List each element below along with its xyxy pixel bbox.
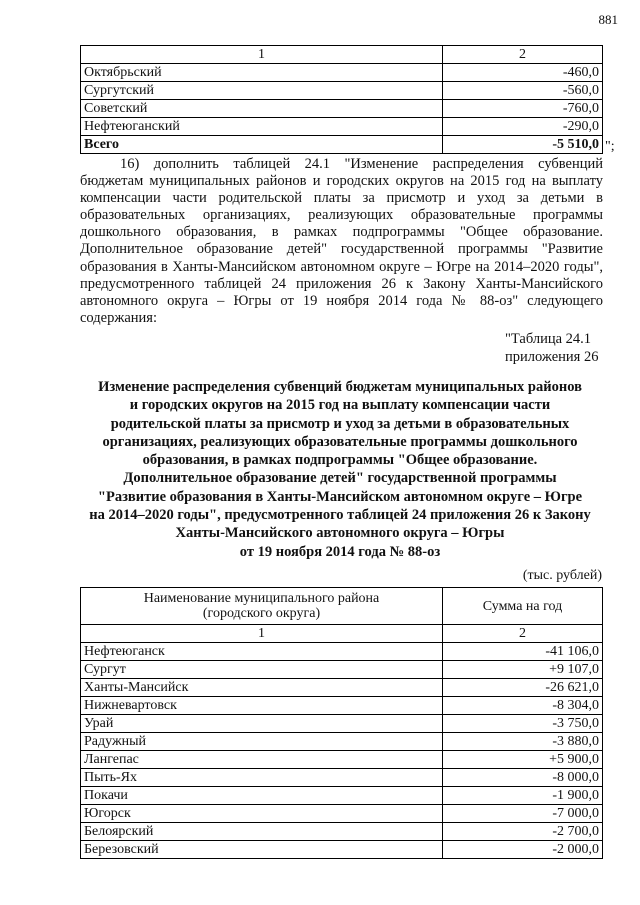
title-line: от 19 ноября 2014 года № 88-оз xyxy=(239,543,441,560)
municipality-name: Нефтеюганск xyxy=(81,643,443,661)
municipality-name: Урай xyxy=(81,715,443,733)
amount-value: -8 000,0 xyxy=(443,769,603,787)
total-label: Всего xyxy=(81,136,443,154)
table-row xyxy=(81,733,603,751)
amount-value: -3 880,0 xyxy=(443,733,603,751)
amount-value: -41 106,0 xyxy=(443,643,603,661)
municipality-name: Пыть-Ях xyxy=(81,769,443,787)
district-name: Нефтеюганский xyxy=(81,118,443,136)
paragraph-text: 16) дополнить таблицей 24.1 "Изменение распределения субвенций бюджетам муниципальных районов и городских округов на 2015 год на выплату компенсации части родительской платы за присмотр и уход за детьми в образовательных организациях, реализующих образовательные программы дошкольного образования, в рамках подпрограммы "Общее образование. Дополнительное образование детей" государственной программы "Развитие образования в Ханты-Мансийском автономном округе – Югре на 2014–2020 годы", предусмотренного таблицей 24 приложения 26 к Закону Ханты-Мансийского автономного округа – Югры от 19 ноября 2014 года № 88-оз" следующего содержания: xyxy=(80,156,603,326)
amount-value: -8 304,0 xyxy=(443,697,603,715)
municipality-name: Белоярский xyxy=(81,823,443,841)
table-row xyxy=(81,841,603,859)
amount-value: -3 750,0 xyxy=(443,715,603,733)
column-header-amount: Сумма на год xyxy=(443,588,603,625)
closing-quote: "; xyxy=(605,139,615,154)
column-number-1: 1 xyxy=(81,625,443,643)
subvention-table xyxy=(80,587,603,859)
title-line: родительской платы за присмотр и уход за детьми в образовательных xyxy=(110,415,570,432)
column-number-1: 1 xyxy=(81,46,443,64)
title-line: "Развитие образования в Ханты-Мансийском автономном округе – Югре xyxy=(97,488,583,505)
table-label xyxy=(505,330,598,366)
amount-value: -7 000,0 xyxy=(443,805,603,823)
title-line: на 2014–2020 годы", предусмотренного таблицей 24 приложения 26 к Закону xyxy=(89,507,591,524)
table-row xyxy=(81,679,603,697)
district-name: Октябрьский xyxy=(81,64,443,82)
table-row xyxy=(81,805,603,823)
municipality-name: Нижневартовск xyxy=(81,697,443,715)
column-header-line: Наименование муниципального района xyxy=(143,591,380,606)
title-line: Ханты-Мансийского автономного округа – Югры xyxy=(175,525,505,542)
municipality-name: Радужный xyxy=(81,733,443,751)
total-value: -5 510,0 xyxy=(443,136,603,154)
municipality-name: Покачи xyxy=(81,787,443,805)
district-name: Советский xyxy=(81,100,443,118)
table-row xyxy=(81,769,603,787)
column-number-2: 2 xyxy=(443,46,603,64)
table-row xyxy=(81,661,603,679)
column-header-line: (городского округа) xyxy=(202,606,321,621)
total-row xyxy=(81,136,603,154)
municipality-name: Березовский xyxy=(81,841,443,859)
table-row xyxy=(81,100,603,118)
district-value: -760,0 xyxy=(443,100,603,118)
title-line: организациях, реализующих образовательные программы дошкольного xyxy=(102,433,578,450)
table-label-line-2: приложения 26 xyxy=(505,349,599,365)
title-line: и городских округов на 2015 год на выплату компенсации части xyxy=(129,397,551,414)
table-label-line-1: "Таблица 24.1 xyxy=(505,331,592,347)
amendment-paragraph xyxy=(80,156,603,327)
table-row xyxy=(81,82,603,100)
amount-value: -1 900,0 xyxy=(443,787,603,805)
table-row xyxy=(81,697,603,715)
column-header-name xyxy=(81,588,443,625)
table-continued xyxy=(80,45,603,154)
amount-value: -26 621,0 xyxy=(443,679,603,697)
page-number: 881 xyxy=(598,12,618,27)
municipality-name: Югорск xyxy=(81,805,443,823)
table-row xyxy=(81,118,603,136)
municipality-name: Ханты-Мансийск xyxy=(81,679,443,697)
amount-value: -2 000,0 xyxy=(443,841,603,859)
table-row xyxy=(81,751,603,769)
title-line: Дополнительное образование детей" государственной программы xyxy=(123,470,557,487)
district-value: -460,0 xyxy=(443,64,603,82)
municipality-name: Сургут xyxy=(81,661,443,679)
table-title xyxy=(70,378,610,561)
table-row xyxy=(81,715,603,733)
amount-value: -2 700,0 xyxy=(443,823,603,841)
column-numbering-row xyxy=(81,625,603,643)
table-row xyxy=(81,787,603,805)
district-name: Сургутский xyxy=(81,82,443,100)
table-header-row xyxy=(81,588,603,625)
table-row xyxy=(81,64,603,82)
amount-value: +9 107,0 xyxy=(443,661,603,679)
table-header-row xyxy=(81,46,603,64)
title-line: образования, в рамках подпрограммы "Общее образование. xyxy=(142,452,538,469)
table-row xyxy=(81,823,603,841)
column-number-2: 2 xyxy=(443,625,603,643)
district-value: -560,0 xyxy=(443,82,603,100)
district-value: -290,0 xyxy=(443,118,603,136)
amount-value: +5 900,0 xyxy=(443,751,603,769)
units-label: (тыс. рублей) xyxy=(522,568,602,583)
municipality-name: Лангепас xyxy=(81,751,443,769)
table-row xyxy=(81,643,603,661)
title-line: Изменение распределения субвенций бюджетам муниципальных районов xyxy=(98,379,582,395)
